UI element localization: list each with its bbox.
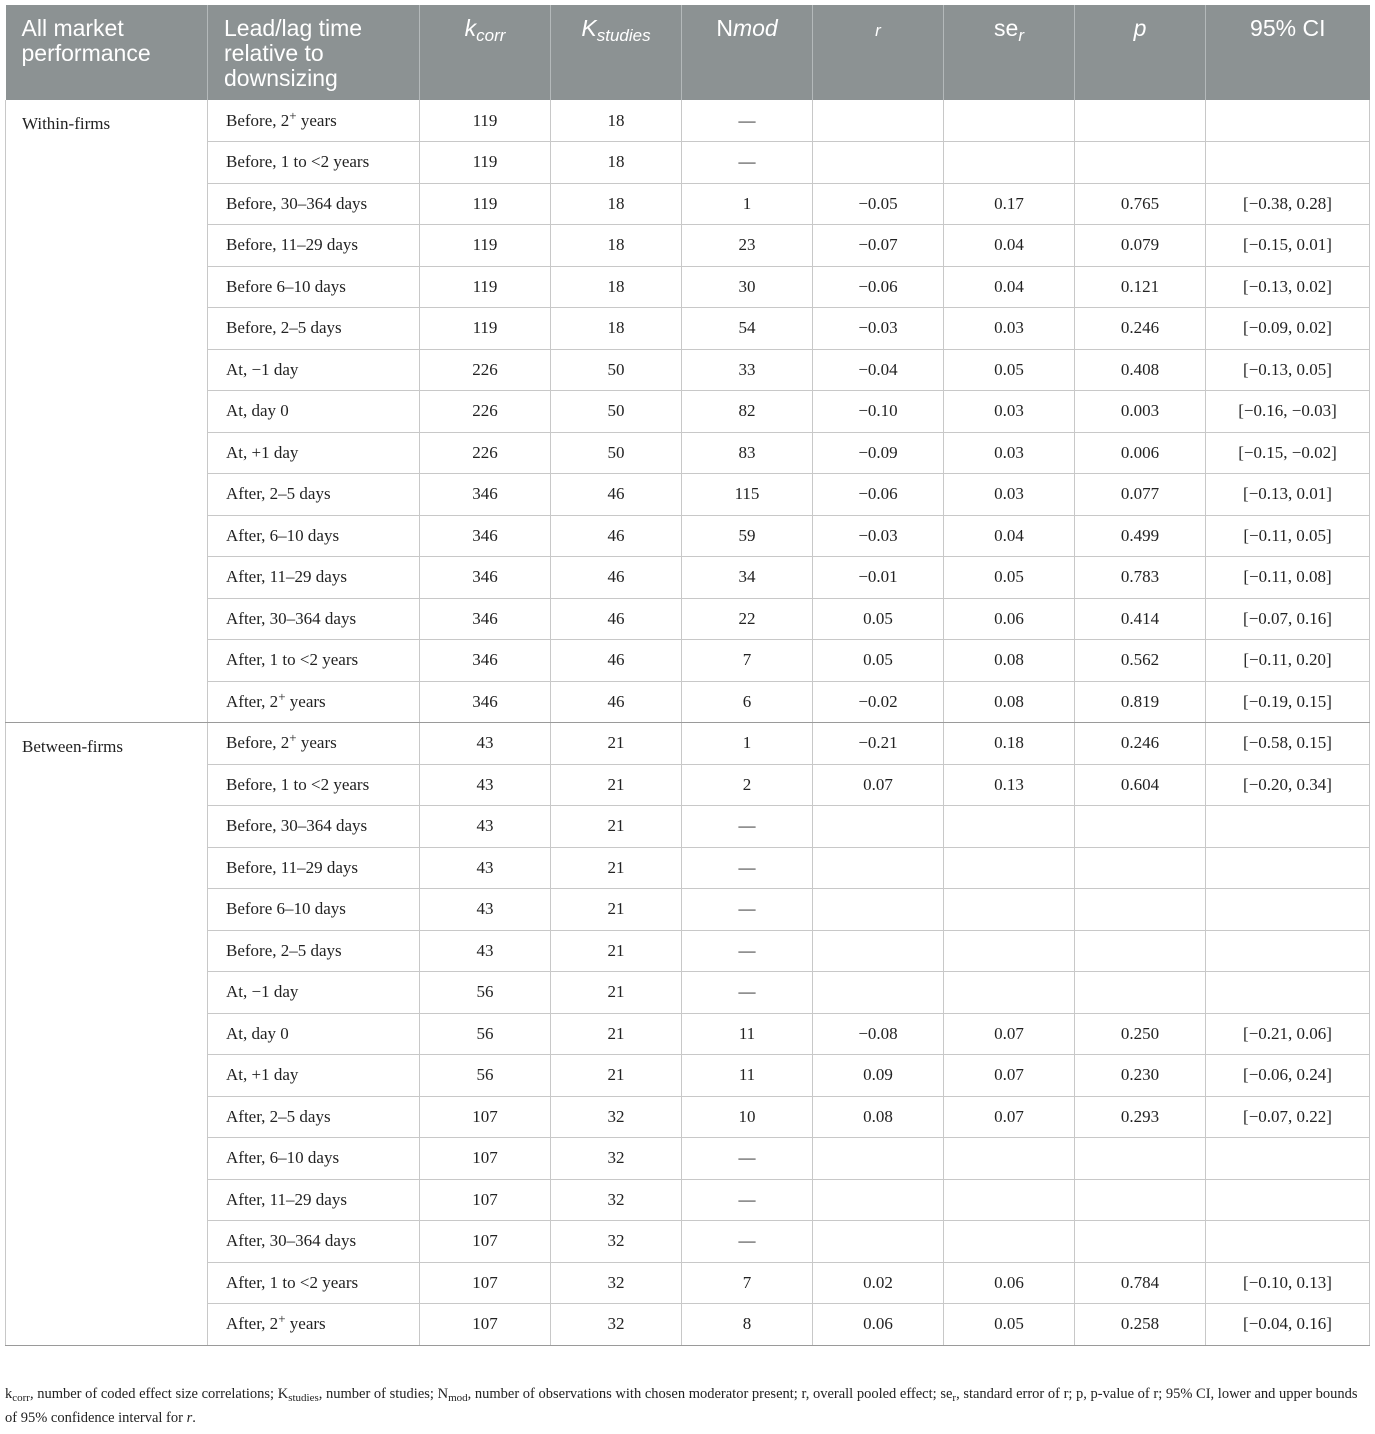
table-row — [6, 723, 1370, 765]
kstudies-cell: 32 — [551, 1304, 682, 1346]
kstudies-cell: 21 — [551, 1013, 682, 1055]
p-cell: 0.121 — [1075, 266, 1206, 308]
table-row — [6, 1262, 1370, 1304]
table-row — [6, 1221, 1370, 1263]
table-row — [6, 764, 1370, 806]
kstudies-cell: 46 — [551, 557, 682, 599]
p-cell — [1075, 972, 1206, 1014]
table-row — [6, 225, 1370, 267]
p-cell: 0.414 — [1075, 598, 1206, 640]
se-cell: 0.03 — [944, 474, 1075, 516]
ci-cell: [−0.16, −0.03] — [1206, 391, 1370, 433]
nmod-cell: — — [682, 1179, 813, 1221]
lead-lag-cell: Before, 1 to <2 years — [208, 764, 420, 806]
lead-lag-cell: Before 6–10 days — [208, 889, 420, 931]
kstudies-cell: 32 — [551, 1262, 682, 1304]
se-cell — [944, 930, 1075, 972]
table-header — [6, 5, 1370, 100]
nmod-cell: 30 — [682, 266, 813, 308]
r-cell: 0.06 — [813, 1304, 944, 1346]
p-cell: 0.784 — [1075, 1262, 1206, 1304]
lead-lag-cell: After, 2+ years — [208, 681, 420, 723]
r-cell: 0.09 — [813, 1055, 944, 1097]
nmod-cell: 11 — [682, 1013, 813, 1055]
nmod-cell: 34 — [682, 557, 813, 599]
table-row — [6, 557, 1370, 599]
kcorr-cell: 107 — [420, 1221, 551, 1263]
kcorr-cell: 346 — [420, 681, 551, 723]
table-row — [6, 806, 1370, 848]
se-cell: 0.03 — [944, 308, 1075, 350]
header-r: r — [813, 5, 944, 100]
ci-cell — [1206, 1221, 1370, 1263]
r-cell: −0.07 — [813, 225, 944, 267]
se-cell: 0.05 — [944, 557, 1075, 599]
kstudies-cell: 18 — [551, 266, 682, 308]
table-row — [6, 1304, 1370, 1346]
p-cell — [1075, 889, 1206, 931]
kcorr-cell: 226 — [420, 349, 551, 391]
lead-lag-cell: Before, 11–29 days — [208, 225, 420, 267]
se-cell — [944, 142, 1075, 184]
r-cell — [813, 847, 944, 889]
table-row — [6, 391, 1370, 433]
kstudies-cell: 21 — [551, 1055, 682, 1097]
nmod-cell: 82 — [682, 391, 813, 433]
kstudies-cell: 32 — [551, 1096, 682, 1138]
header-group: All market performance — [6, 5, 208, 100]
r-cell: −0.01 — [813, 557, 944, 599]
table-row — [6, 266, 1370, 308]
lead-lag-cell: Before, 2+ years — [208, 100, 420, 142]
table-row — [6, 1138, 1370, 1180]
kcorr-cell: 107 — [420, 1096, 551, 1138]
table-row — [6, 889, 1370, 931]
lead-lag-cell: Before, 30–364 days — [208, 806, 420, 848]
lead-lag-cell: After, 30–364 days — [208, 598, 420, 640]
table-row — [6, 1013, 1370, 1055]
table-body — [6, 100, 1370, 1345]
ci-cell: [−0.11, 0.08] — [1206, 557, 1370, 599]
kcorr-cell: 43 — [420, 889, 551, 931]
kcorr-cell: 43 — [420, 764, 551, 806]
ci-cell: [−0.15, 0.01] — [1206, 225, 1370, 267]
se-cell — [944, 100, 1075, 142]
kcorr-cell: 107 — [420, 1138, 551, 1180]
nmod-cell: 115 — [682, 474, 813, 516]
nmod-cell: — — [682, 1221, 813, 1263]
nmod-cell: — — [682, 889, 813, 931]
se-cell: 0.06 — [944, 598, 1075, 640]
header-p: p — [1075, 5, 1206, 100]
table-row — [6, 1055, 1370, 1097]
r-cell: 0.07 — [813, 764, 944, 806]
se-cell: 0.04 — [944, 266, 1075, 308]
r-cell — [813, 1179, 944, 1221]
lead-lag-cell: At, +1 day — [208, 1055, 420, 1097]
table-footnote: $k_{corr}$, number of coded effect size correlations; $K_{studies}$, number of studies; $N_{mod}$, number of observations with chosen moderator present; r, overall pooled effect; $se_r$, standard error of r; p, p-value of r; 95% CI, lower and upper bounds of 95% confidence interval for r. — [5, 1386, 1358, 1426]
kstudies-cell: 21 — [551, 930, 682, 972]
lead-lag-cell: After, 2–5 days — [208, 1096, 420, 1138]
lead-lag-cell: After, 11–29 days — [208, 1179, 420, 1221]
se-cell: 0.05 — [944, 1304, 1075, 1346]
se-cell: 0.08 — [944, 681, 1075, 723]
table-row — [6, 474, 1370, 516]
r-cell — [813, 1138, 944, 1180]
ci-cell: [−0.13, 0.05] — [1206, 349, 1370, 391]
nmod-cell: 1 — [682, 723, 813, 765]
se-cell — [944, 847, 1075, 889]
lead-lag-cell: After, 6–10 days — [208, 515, 420, 557]
kstudies-cell: 32 — [551, 1179, 682, 1221]
nmod-cell: 59 — [682, 515, 813, 557]
p-cell — [1075, 100, 1206, 142]
se-cell — [944, 806, 1075, 848]
lead-lag-cell: Before 6–10 days — [208, 266, 420, 308]
header-se: $se_r$ — [944, 5, 1075, 100]
lead-lag-cell: After, 2+ years — [208, 1304, 420, 1346]
r-cell: −0.21 — [813, 723, 944, 765]
p-cell — [1075, 930, 1206, 972]
r-cell — [813, 930, 944, 972]
table-row — [6, 1096, 1370, 1138]
nmod-cell: 23 — [682, 225, 813, 267]
kcorr-cell: 119 — [420, 183, 551, 225]
nmod-cell: 22 — [682, 598, 813, 640]
se-cell: 0.06 — [944, 1262, 1075, 1304]
r-cell: −0.08 — [813, 1013, 944, 1055]
kstudies-cell: 18 — [551, 183, 682, 225]
kstudies-cell: 50 — [551, 349, 682, 391]
results-table — [5, 5, 1370, 1346]
lead-lag-cell: At, +1 day — [208, 432, 420, 474]
ci-cell: [−0.38, 0.28] — [1206, 183, 1370, 225]
p-cell — [1075, 1138, 1206, 1180]
nmod-cell: — — [682, 806, 813, 848]
p-cell — [1075, 142, 1206, 184]
r-cell: −0.10 — [813, 391, 944, 433]
header-nmod: Nmod — [682, 5, 813, 100]
r-cell — [813, 142, 944, 184]
ci-cell: [−0.07, 0.16] — [1206, 598, 1370, 640]
kstudies-cell: 32 — [551, 1221, 682, 1263]
se-cell — [944, 972, 1075, 1014]
header-row — [6, 5, 1370, 100]
lead-lag-cell: After, 1 to <2 years — [208, 640, 420, 682]
nmod-cell: — — [682, 142, 813, 184]
se-cell: 0.04 — [944, 225, 1075, 267]
kstudies-cell: 50 — [551, 432, 682, 474]
kcorr-cell: 119 — [420, 308, 551, 350]
ci-cell — [1206, 100, 1370, 142]
r-cell — [813, 806, 944, 848]
kstudies-cell: 18 — [551, 100, 682, 142]
r-cell: −0.06 — [813, 474, 944, 516]
ci-cell: [−0.20, 0.34] — [1206, 764, 1370, 806]
r-cell — [813, 972, 944, 1014]
lead-lag-cell: After, 1 to <2 years — [208, 1262, 420, 1304]
se-cell: 0.17 — [944, 183, 1075, 225]
lead-lag-cell: At, day 0 — [208, 391, 420, 433]
lead-lag-cell: After, 11–29 days — [208, 557, 420, 599]
p-cell — [1075, 1221, 1206, 1263]
table-row — [6, 972, 1370, 1014]
ci-cell: [−0.19, 0.15] — [1206, 681, 1370, 723]
nmod-cell: 54 — [682, 308, 813, 350]
table-row — [6, 1179, 1370, 1221]
header-ci: 95% CI — [1206, 5, 1370, 100]
ci-cell — [1206, 972, 1370, 1014]
nmod-cell: 8 — [682, 1304, 813, 1346]
kcorr-cell: 119 — [420, 142, 551, 184]
kcorr-cell: 346 — [420, 557, 551, 599]
p-cell: 0.499 — [1075, 515, 1206, 557]
se-cell: 0.07 — [944, 1013, 1075, 1055]
kcorr-cell: 226 — [420, 432, 551, 474]
se-cell: 0.07 — [944, 1055, 1075, 1097]
kcorr-cell: 346 — [420, 598, 551, 640]
se-cell — [944, 889, 1075, 931]
p-cell: 0.230 — [1075, 1055, 1206, 1097]
lead-lag-cell: Before, 11–29 days — [208, 847, 420, 889]
lead-lag-cell: After, 2–5 days — [208, 474, 420, 516]
kcorr-cell: 119 — [420, 100, 551, 142]
table-row — [6, 100, 1370, 142]
nmod-cell: 2 — [682, 764, 813, 806]
nmod-cell: — — [682, 1138, 813, 1180]
p-cell: 0.604 — [1075, 764, 1206, 806]
nmod-cell: 33 — [682, 349, 813, 391]
kcorr-cell: 43 — [420, 806, 551, 848]
table-row — [6, 432, 1370, 474]
ci-cell: [−0.11, 0.20] — [1206, 640, 1370, 682]
kcorr-cell: 43 — [420, 930, 551, 972]
se-cell — [944, 1138, 1075, 1180]
p-cell: 0.293 — [1075, 1096, 1206, 1138]
kcorr-cell: 107 — [420, 1179, 551, 1221]
ci-cell: [−0.10, 0.13] — [1206, 1262, 1370, 1304]
kcorr-cell: 56 — [420, 972, 551, 1014]
ci-cell: [−0.13, 0.02] — [1206, 266, 1370, 308]
p-cell: 0.003 — [1075, 391, 1206, 433]
ci-cell: [−0.21, 0.06] — [1206, 1013, 1370, 1055]
ci-cell — [1206, 1179, 1370, 1221]
lead-lag-cell: Before, 30–364 days — [208, 183, 420, 225]
nmod-cell: — — [682, 847, 813, 889]
nmod-cell: 83 — [682, 432, 813, 474]
kcorr-cell: 346 — [420, 515, 551, 557]
p-cell: 0.079 — [1075, 225, 1206, 267]
se-cell: 0.13 — [944, 764, 1075, 806]
ci-cell — [1206, 1138, 1370, 1180]
table-row — [6, 847, 1370, 889]
kcorr-cell: 107 — [420, 1304, 551, 1346]
kstudies-cell: 46 — [551, 474, 682, 516]
r-cell: 0.05 — [813, 640, 944, 682]
lead-lag-cell: After, 30–364 days — [208, 1221, 420, 1263]
lead-lag-cell: Before, 2–5 days — [208, 308, 420, 350]
kstudies-cell: 46 — [551, 640, 682, 682]
p-cell — [1075, 847, 1206, 889]
ci-cell — [1206, 806, 1370, 848]
header-kstudies: $K_{studies}$ — [551, 5, 682, 100]
ci-cell: [−0.15, −0.02] — [1206, 432, 1370, 474]
ci-cell: [−0.07, 0.22] — [1206, 1096, 1370, 1138]
ci-cell — [1206, 930, 1370, 972]
header-kcorr: $k_{corr}$ — [420, 5, 551, 100]
r-cell: 0.05 — [813, 598, 944, 640]
kcorr-cell: 119 — [420, 225, 551, 267]
kcorr-cell: 107 — [420, 1262, 551, 1304]
kstudies-cell: 21 — [551, 847, 682, 889]
nmod-cell: 1 — [682, 183, 813, 225]
ci-cell — [1206, 889, 1370, 931]
nmod-cell: — — [682, 100, 813, 142]
header-lead-lag: Lead/lag time relative to downsizing — [208, 5, 420, 100]
lead-lag-cell: At, −1 day — [208, 972, 420, 1014]
table-row — [6, 598, 1370, 640]
se-cell: 0.05 — [944, 349, 1075, 391]
kstudies-cell: 18 — [551, 142, 682, 184]
p-cell — [1075, 806, 1206, 848]
p-cell — [1075, 1179, 1206, 1221]
kstudies-cell: 21 — [551, 889, 682, 931]
table-row — [6, 640, 1370, 682]
se-cell — [944, 1221, 1075, 1263]
lead-lag-cell: After, 6–10 days — [208, 1138, 420, 1180]
r-cell — [813, 1221, 944, 1263]
kstudies-cell: 21 — [551, 972, 682, 1014]
p-cell: 0.250 — [1075, 1013, 1206, 1055]
kstudies-cell: 21 — [551, 806, 682, 848]
lead-lag-cell: At, −1 day — [208, 349, 420, 391]
r-cell: −0.03 — [813, 308, 944, 350]
kcorr-cell: 56 — [420, 1013, 551, 1055]
r-cell: −0.03 — [813, 515, 944, 557]
nmod-cell: 6 — [682, 681, 813, 723]
table-row — [6, 681, 1370, 723]
r-cell: −0.02 — [813, 681, 944, 723]
p-cell: 0.246 — [1075, 723, 1206, 765]
se-cell: 0.08 — [944, 640, 1075, 682]
ci-cell — [1206, 142, 1370, 184]
table-row — [6, 930, 1370, 972]
kstudies-cell: 18 — [551, 225, 682, 267]
kcorr-cell: 56 — [420, 1055, 551, 1097]
ci-cell: [−0.58, 0.15] — [1206, 723, 1370, 765]
kcorr-cell: 119 — [420, 266, 551, 308]
r-cell: −0.05 — [813, 183, 944, 225]
group-label: Between-firms — [6, 723, 208, 1346]
table-row — [6, 349, 1370, 391]
se-cell: 0.18 — [944, 723, 1075, 765]
table-row — [6, 515, 1370, 557]
kstudies-cell: 21 — [551, 764, 682, 806]
ci-cell: [−0.11, 0.05] — [1206, 515, 1370, 557]
lead-lag-cell: Before, 2–5 days — [208, 930, 420, 972]
nmod-cell: — — [682, 930, 813, 972]
r-cell — [813, 100, 944, 142]
lead-lag-cell: At, day 0 — [208, 1013, 420, 1055]
se-cell: 0.07 — [944, 1096, 1075, 1138]
lead-lag-cell: Before, 1 to <2 years — [208, 142, 420, 184]
p-cell: 0.077 — [1075, 474, 1206, 516]
nmod-cell: 7 — [682, 640, 813, 682]
table-row — [6, 142, 1370, 184]
nmod-cell: 11 — [682, 1055, 813, 1097]
ci-cell: [−0.13, 0.01] — [1206, 474, 1370, 516]
se-cell: 0.03 — [944, 432, 1075, 474]
ci-cell — [1206, 847, 1370, 889]
se-cell: 0.04 — [944, 515, 1075, 557]
table-row — [6, 308, 1370, 350]
r-cell — [813, 889, 944, 931]
r-cell: 0.02 — [813, 1262, 944, 1304]
p-cell: 0.562 — [1075, 640, 1206, 682]
kcorr-cell: 226 — [420, 391, 551, 433]
kstudies-cell: 46 — [551, 598, 682, 640]
kstudies-cell: 32 — [551, 1138, 682, 1180]
kcorr-cell: 346 — [420, 474, 551, 516]
nmod-cell: 7 — [682, 1262, 813, 1304]
p-cell: 0.819 — [1075, 681, 1206, 723]
r-cell: 0.08 — [813, 1096, 944, 1138]
ci-cell: [−0.09, 0.02] — [1206, 308, 1370, 350]
p-cell: 0.765 — [1075, 183, 1206, 225]
group-label: Within-firms — [6, 100, 208, 723]
se-cell: 0.03 — [944, 391, 1075, 433]
kstudies-cell: 46 — [551, 515, 682, 557]
kstudies-cell: 46 — [551, 681, 682, 723]
p-cell: 0.246 — [1075, 308, 1206, 350]
ci-cell: [−0.06, 0.24] — [1206, 1055, 1370, 1097]
se-cell — [944, 1179, 1075, 1221]
nmod-cell: — — [682, 972, 813, 1014]
kcorr-cell: 43 — [420, 723, 551, 765]
r-cell: −0.06 — [813, 266, 944, 308]
table-row — [6, 183, 1370, 225]
r-cell: −0.09 — [813, 432, 944, 474]
kstudies-cell: 18 — [551, 308, 682, 350]
kcorr-cell: 346 — [420, 640, 551, 682]
p-cell: 0.783 — [1075, 557, 1206, 599]
nmod-cell: 10 — [682, 1096, 813, 1138]
kstudies-cell: 21 — [551, 723, 682, 765]
ci-cell: [−0.04, 0.16] — [1206, 1304, 1370, 1346]
p-cell: 0.258 — [1075, 1304, 1206, 1346]
kstudies-cell: 50 — [551, 391, 682, 433]
lead-lag-cell: Before, 2+ years — [208, 723, 420, 765]
kcorr-cell: 43 — [420, 847, 551, 889]
r-cell: −0.04 — [813, 349, 944, 391]
p-cell: 0.408 — [1075, 349, 1206, 391]
p-cell: 0.006 — [1075, 432, 1206, 474]
